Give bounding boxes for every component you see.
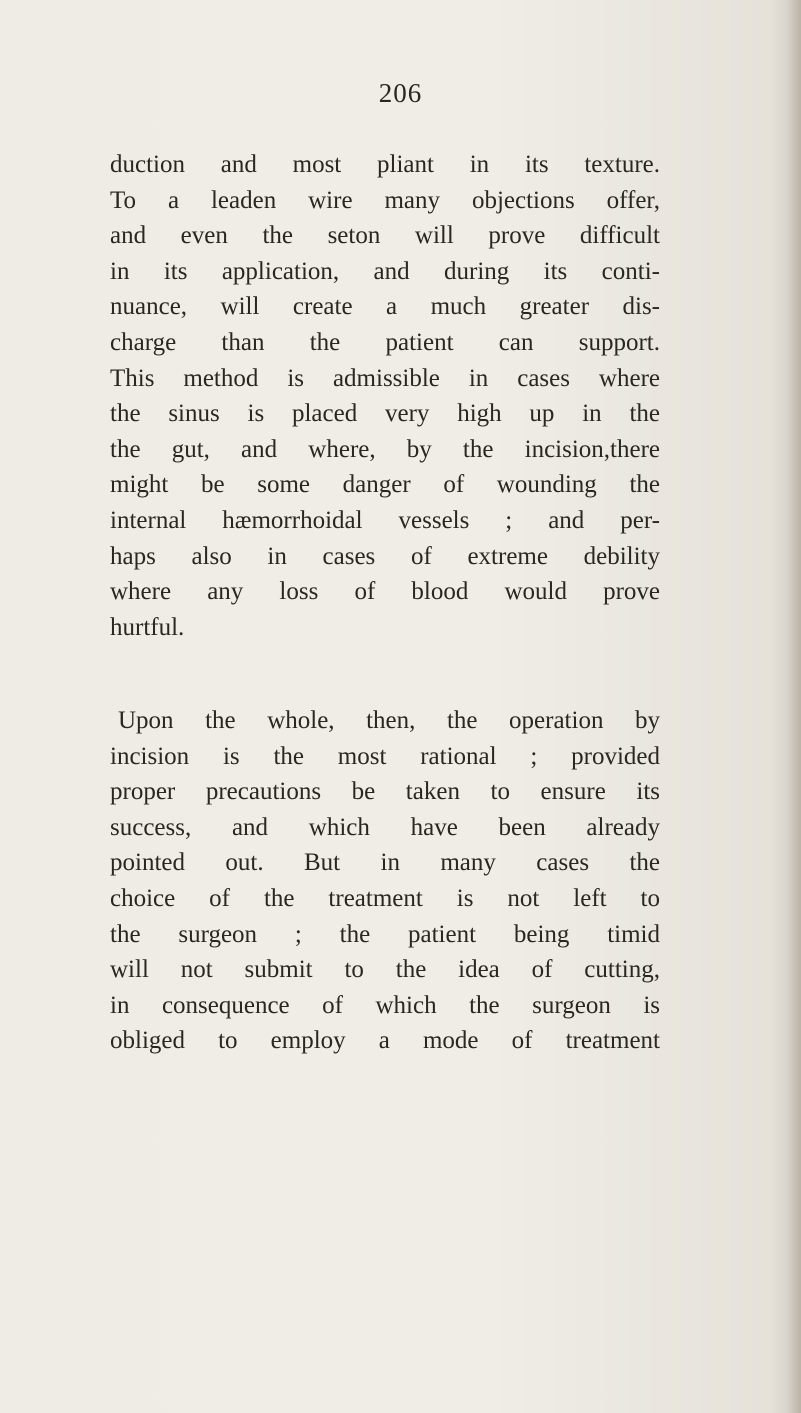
text-line: incision is the most rational ; provided [110,742,660,770]
text-line: duction and most pliant in its texture. [110,151,660,178]
paragraph-2 [110,703,660,1059]
text-line: charge than the patient can support. [110,328,660,356]
paragraph-1 [110,147,660,645]
text-line: in its application, and during its conti- [110,257,660,285]
page-edge-shadow [787,0,801,1413]
text-line: success, and which have been already [110,813,660,841]
text-line: will not submit to the idea of cutting, [110,956,660,984]
text-line: the surgeon ; the patient being timid [110,920,660,948]
text-line: pointed out. But in many cases the [110,849,660,877]
text-line: internal hæmorrhoidal vessels ; and per- [110,506,660,534]
text-line: might be some danger of wounding the [110,471,660,499]
text-line: To a leaden wire many objections offer, [110,186,660,214]
text-line: the gut, and where, by the incision,there [110,435,660,463]
text-line: where any loss of blood would prove [110,578,660,606]
text-line: in consequence of which the surgeon is [110,991,660,1019]
text-line: This method is admissible in cases where [110,364,660,392]
text-line: haps also in cases of extreme debility [110,542,660,570]
text-line: proper precautions be taken to ensure its [110,778,660,806]
page-number: 206 [378,78,423,108]
text-line: the sinus is placed very high up in the [110,400,660,428]
text-line: obliged to employ a mode of treatment [110,1027,660,1055]
text-line: choice of the treatment is not left to [110,884,660,912]
text-line: and even the seton will prove difficult [110,222,660,250]
text-line: nuance, will create a much greater dis- [110,293,660,321]
text-line: hurtful. [110,613,185,641]
text-line: Upon the whole, then, the operation by [118,707,660,734]
